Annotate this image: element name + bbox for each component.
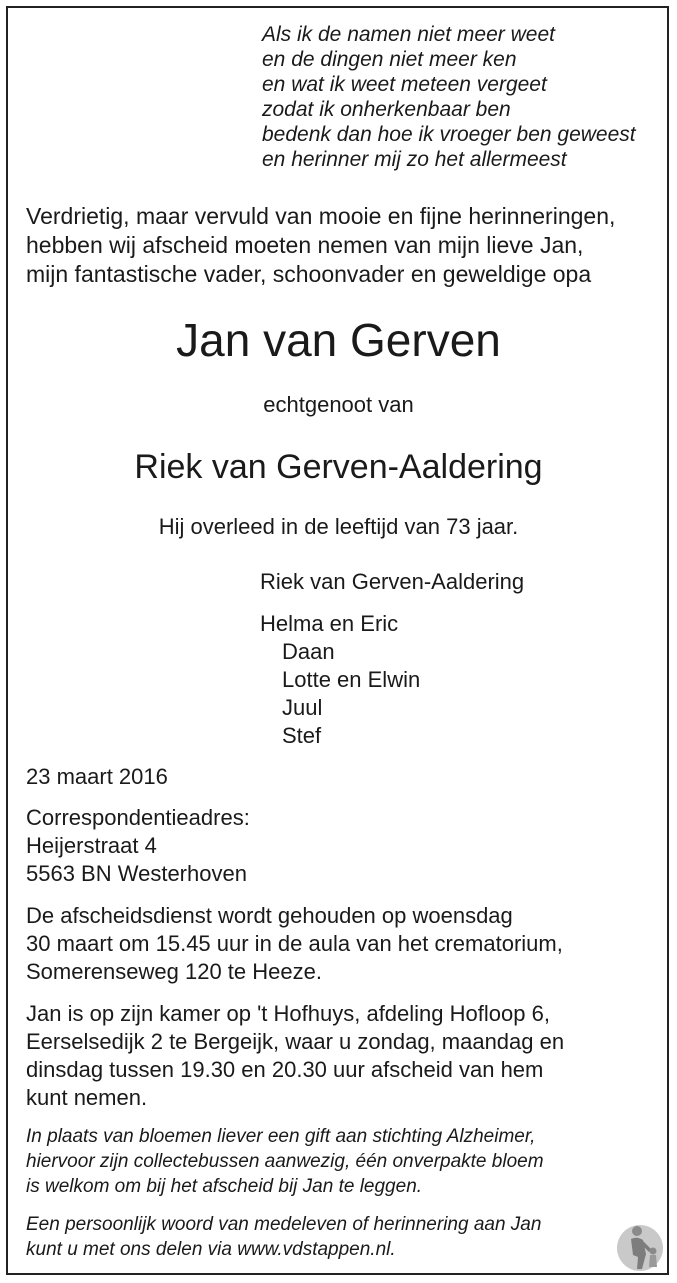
- intro-line: hebben wij afscheid moeten nemen van mijn lieve Jan,: [26, 232, 584, 258]
- flowers-note-line: hiervoor zijn collectebussen aanwezig, één onverpakte bloem: [26, 1151, 544, 1172]
- intro-text: [26, 202, 666, 289]
- visit-line: dinsdag tussen 19.30 en 20.30 uur afscheid van hem: [26, 1057, 544, 1082]
- condolence-note-line: kunt u met ons delen via www.vdstappen.nl.: [26, 1239, 396, 1260]
- figure-logo-icon: [615, 1219, 665, 1273]
- poem-line: bedenk dan hoe ik vroeger ben geweest: [262, 123, 636, 146]
- family-list: [260, 568, 524, 750]
- date: 23 maart 2016: [26, 764, 168, 789]
- visit-line: kunt nemen.: [26, 1085, 148, 1110]
- family-grandchild: Stef: [282, 723, 322, 748]
- service-info: [26, 902, 563, 986]
- visit-line: Eerselsedijk 2 te Bergeijk, waar u zondag, maandag en: [26, 1029, 565, 1054]
- poem-line: en de dingen niet meer ken: [262, 48, 517, 71]
- service-line: De afscheidsdienst wordt gehouden op woensdag: [26, 903, 513, 928]
- condolence-note: [26, 1212, 541, 1262]
- service-line: Somerenseweg 120 te Heeze.: [26, 959, 322, 984]
- deceased-name: Jan van Gerven: [176, 314, 501, 366]
- correspondence-address: [26, 804, 250, 888]
- family-grandchild: Juul: [282, 695, 323, 720]
- visit-info: [26, 1000, 564, 1112]
- age-text: Hij overleed in de leeftijd van 73 jaar.: [158, 514, 519, 539]
- flowers-note-line: In plaats van bloemen liever een gift aan stichting Alzheimer,: [26, 1126, 536, 1147]
- family-grandchild: Lotte en Elwin: [282, 667, 421, 692]
- intro-line: mijn fantastische vader, schoonvader en geweldige opa: [26, 261, 592, 287]
- intro-line: Verdrietig, maar vervuld van mooie en fijne herinneringen,: [26, 203, 616, 229]
- poem-line: Als ik de namen niet meer weet: [262, 23, 555, 46]
- address-label: Correspondentieadres:: [26, 805, 250, 830]
- spouse-of-label: echtgenoot van: [263, 392, 414, 417]
- spouse-name: Riek van Gerven-Aaldering: [134, 448, 543, 486]
- poem-line: en wat ik weet meteen vergeet: [262, 73, 547, 96]
- family-spouse: Riek van Gerven-Aaldering: [260, 569, 525, 594]
- flowers-note-line: is welkom om bij het afscheid bij Jan te leggen.: [26, 1176, 423, 1197]
- poem-line: en herinner mij zo het allermeest: [262, 148, 567, 171]
- condolence-note-line: Een persoonlijk woord van medeleven of herinnering aan Jan: [26, 1214, 542, 1235]
- visit-line: Jan is op zijn kamer op 't Hofhuys, afdeling Hofloop 6,: [26, 1001, 550, 1026]
- service-line: 30 maart om 15.45 uur in de aula van het crematorium,: [26, 931, 563, 956]
- family-child: Helma en Eric: [260, 611, 399, 636]
- family-grandchild: Daan: [282, 639, 335, 664]
- poem-line: zodat ik onherkenbaar ben: [262, 98, 511, 121]
- address-city: 5563 BN Westerhoven: [26, 861, 247, 886]
- poem: [262, 22, 636, 172]
- flowers-note: [26, 1124, 544, 1199]
- address-street: Heijerstraat 4: [26, 833, 157, 858]
